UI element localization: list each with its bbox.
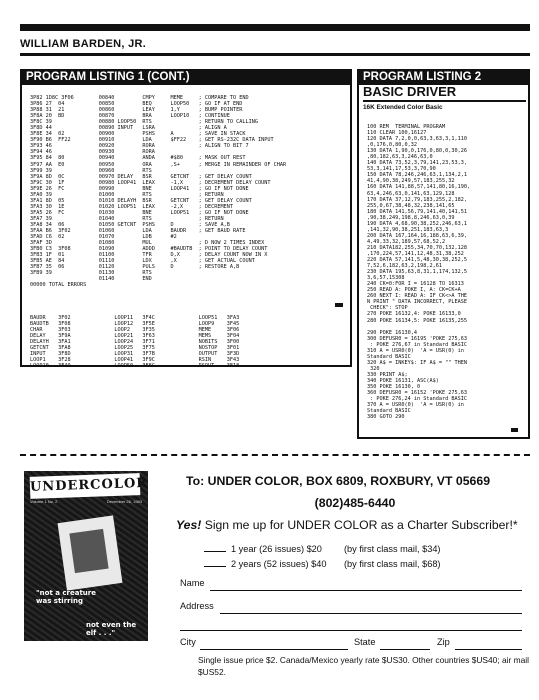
- option-1-label: 1 year (26 issues) $20: [231, 544, 322, 554]
- order-phone: (802)485-6440: [314, 496, 396, 510]
- symbol-row: CHAR 3F03 LOOP2 3F35 MEME 3F06: [30, 327, 240, 334]
- listing-line: 00000 TOTAL ERRORS: [30, 282, 87, 289]
- option-1-blank[interactable]: [204, 551, 226, 552]
- listing-line: 3FA8 34 06 01050 GETCNT PSHS D ; SAVE A,B: [30, 221, 230, 228]
- symbol-row: BAUDR 3F02 LOOP11 3F4C LOOP51 3FA3: [30, 315, 240, 321]
- state-field[interactable]: [380, 649, 430, 650]
- listing-line: 3FA0 39 01000 RTS ; RETURN: [30, 191, 224, 198]
- cover-volume: Volume 1 No. 2: [30, 499, 58, 504]
- symbol-row: GETCNT 3FA8 LOOP25 3F75 NOSTOP 3F01: [30, 345, 240, 352]
- listing-line: 3P82 1D8C 3F06 00840 CMPY MEME ; COMPARE TO END: [30, 95, 249, 101]
- city-label: City: [180, 637, 196, 647]
- listing-line: 3F95 84 80 00940 ANDA #$80 ; MASK OUT REST: [30, 155, 246, 162]
- basic-listing: 100 REM TERMINAL PROGRAM 110 CLEAR 100,16127 120 DATA 7,2,0,0,63,3,63,3,1,110 ,0,176,0,80,0,32 130 DATA 1,90,0,176,0,80,0,30,26 ,80,182,63,3,246,63,0 140 DATA 73,52,3,79,141,23,53,3, 53,3,141,17,53,3,70,90 150 DATA 78,246,246,63,1,134,2,1 41,4,90,38,249,57,183,255,32 160 DATA 141,88,57,141,80,16,190, 63,4,246,63,0,141,63,129,128 170 DATA 37,12,79,183,255,2,182, 255,0,67,38,48,32,238,141,65 180 DATA 141,56,79,141,40,141,51 ,90,38,249,198,8,246,63,0,39 190 DATA 4,68,90,38,252,246,63,1 ,141,32,90,38,251,183,63,3 200 DATA 167,164,16,188,63,6,39, 4,49,33,32,189,57,68,52,2 210 DATA182,255,34,70,70,132,128 ,170,224,57,141,12,48,31,38,252 220 DATA 57,141,5,48,30,38,252,5 7,52,6,182,63,2,198,2,61 230 DATA 195,63,8,31,1,174,132,5 3,6,57,15308 240 CK=0:FOR I = 16128 TO 16313 250 READ A: POKE I, A: CK=CK+A 260 NEXT I: READ A: IF CK<>A THE N PRINT " DATA INCORRECT, PLEASE CHECK": STOP 270 POKE 16132,4: POKE 16133,0 280 POKE 16134,5: POKE 16135,255 290 POKE 16130,4 300 DEFUSR0 = 16195 'POKE 275,63 : POKE 276,67 in Standard BASIC 310 A = USR0(0) 'A = USR(0) in Standard BASIC 320 A$ = INKEY$: IF A$ = "" THEN 320 330 PRINT A$; 340 POKE 16131, ASC(A$) 350 POKE 16130, 0 360 DEFUSR0 = 16152 'POKE 275,63 : POKE 276,24 in Standard BASIC 370 A = USR0(0) 'A = USR(0) in Standard BASIC 380 GOTO 290: [367, 124, 471, 421]
- option-2-label: 2 years (52 issues) $40: [231, 559, 327, 569]
- listing-line: 3FB7 35 06 01120 PULS D ; RESTORE A,B: [30, 264, 240, 271]
- option-2-alt: (by first class mail, $68): [344, 559, 441, 569]
- listing-line: 3FAD C6 02 01070 LDB #2: [30, 234, 177, 241]
- listing-line: 3FA7 39 01040 RTS ; RETURN: [30, 215, 224, 222]
- top-rule: [20, 24, 530, 31]
- listing-line: 3F8E 34 02 00900 PSHS A ; SAVE IN STACK: [30, 131, 246, 138]
- listing-line: 3FA5 26 FC 01030 BNE LOOP51 ; GO IF NOT DONE: [30, 209, 249, 216]
- cover-date: December 26, 1983: [106, 499, 142, 504]
- cover-tagline-2: not even the elf . . .": [86, 621, 137, 637]
- listing-line: 3FB5 AE 84 01110 LDX ,X ; GET ACTUAL COUNT: [30, 258, 255, 265]
- listing-line: 01140 END: [30, 276, 152, 283]
- symbol-row: LOOP10 3F49 LOOP50 3F8C RSOUT 3F18: [30, 363, 240, 370]
- symbol-row: DELAYH 3FA1 LOOP24 3F71 NOBITS 3F00: [30, 339, 240, 346]
- option-1-alt: (by first class mail, $34): [344, 544, 441, 554]
- listing-line: 3F8C 39 00880 LOOP50 RTS ; RETURN TO CALLING: [30, 119, 258, 126]
- listing-line: 3F94 46 00930 RORA: [30, 149, 155, 156]
- symbol-row: DELAY 3F9A LOOP21 3F63 MEMS 3F04: [30, 333, 240, 340]
- address-field[interactable]: [220, 613, 522, 614]
- listing-line: 3FA3 30 1E 01020 LOOP51 LEAX -2,X ; DECREMENT: [30, 203, 234, 210]
- rate-fineprint: Single issue price $2. Canada/Mexico yearly rate $US30. Other countries $US40; air mail $US52.: [198, 655, 529, 677]
- symbol-row: LOOP1 3F28 LOOP41 3F9C RSIN 3F43: [30, 357, 240, 364]
- state-label: State: [354, 637, 376, 647]
- order-address: To: UNDER COLOR, BOX 6809, ROXBURY, VT 05669: [186, 474, 491, 488]
- end-mark: [511, 428, 518, 432]
- option-2-blank[interactable]: [204, 566, 226, 567]
- program-title: BASIC DRIVER: [363, 84, 457, 99]
- listing1-box: [20, 69, 352, 370]
- title-rule: [363, 100, 526, 102]
- listing-line: 3F9E 26 FC 00990 BNE LOOP41 ; GO IF NOT DONE: [30, 185, 249, 192]
- listing-line: 3P88 31 21 00860 LEAY 1,Y ; BUMP POINTER: [30, 107, 243, 114]
- listing2-header: PROGRAM LISTING 2: [357, 69, 530, 85]
- cover-masthead: UNDERCOLOR: [30, 473, 141, 499]
- city-field[interactable]: [200, 649, 348, 650]
- signup-line: [176, 518, 536, 532]
- cover-illustration-screen: [69, 529, 108, 573]
- listing-line: 3FA1 8D 05 01010 DELAYH BSR GETCNT ; GET DELAY COUNT: [30, 197, 252, 204]
- listing-line: 3F97 AA E0 00950 ORA ,S+ ; MERGE IN REMAINDER OF CHAR: [30, 161, 287, 168]
- end-mark: [335, 303, 343, 307]
- listing-line: 3FB9 39 01130 RTS: [30, 270, 152, 277]
- author-rule: [20, 53, 530, 56]
- magazine-cover-image: [24, 471, 148, 641]
- zip-field[interactable]: [455, 649, 522, 650]
- listing-line: 3F93 46 00920 RORA ; ALIGN TO BIT 7: [30, 143, 249, 150]
- zip-label: Zip: [437, 637, 450, 647]
- address-field-2[interactable]: [180, 630, 522, 631]
- listing-line: 3FAA B6 3F02 01060 LDA BAUDR ; GET BAUD RATE: [30, 228, 246, 235]
- listing2-box: [357, 69, 530, 439]
- author-name: WILLIAM BARDEN, JR.: [20, 38, 147, 50]
- listing-line: 3F90 B6 FF22 00910 LDA $FF22 ; GET RS-232C DATA INPUT: [30, 137, 274, 144]
- listing-line: 3F9A 8D 0C 00970 DELAY BSR GETCNT ; GET DELAY COUNT: [30, 173, 252, 180]
- address-label: Address: [180, 601, 214, 611]
- listing-line: 3P86 27 04 00850 BEQ LOOP50 ; GO IF AT END: [30, 101, 243, 108]
- name-field[interactable]: [210, 590, 522, 591]
- listing-line: 3FB0 C3 3F08 01090 ADDD #BAUDTB ; POINT TO DELAY COUNT: [30, 246, 268, 253]
- listing-line: 3FAF 3D 01080 MUL ; D NOW 2 TIMES INDEX: [30, 240, 265, 247]
- listing-line: 3F8D 44 00890 INPUT LSRA ; ALIGN A: [30, 125, 227, 132]
- listing-line: 3F8A 20 BD 00870 BRA LOOP10 ; CONTINUE: [30, 113, 230, 120]
- symbol-row: INPUT 3F8D LOOP31 3F7B OUTPUT 3F3D: [30, 351, 240, 358]
- name-label: Name: [180, 578, 205, 588]
- symbol-row: BAUDTB 3F08 LOOP12 3F5E LOOP9 3F45: [30, 321, 240, 328]
- listing1-header: PROGRAM LISTING 1 (CONT.): [20, 69, 352, 85]
- assembly-listing: [30, 95, 286, 289]
- cut-line: [20, 454, 530, 456]
- listing-line: 3F99 39 00960 RTS: [30, 167, 152, 174]
- listing-line: 3FB3 1F 01 01100 TFR D,X ; DELAY COUNT NOW IN X: [30, 252, 268, 259]
- listing-line: 3F9C 30 1F 00980 LOOP41 LEAX -1,X ; DECREMENT DELAY COUNT: [30, 179, 271, 186]
- signup-text: Sign me up for UNDER COLOR as a Charter Subscriber!*: [204, 518, 518, 532]
- yes-label: Yes!: [176, 518, 202, 532]
- symbol-table: [30, 315, 239, 369]
- program-subtitle: 16K Extended Color Basic: [363, 104, 443, 111]
- cover-tagline: "not a creature was stirring: [36, 589, 96, 605]
